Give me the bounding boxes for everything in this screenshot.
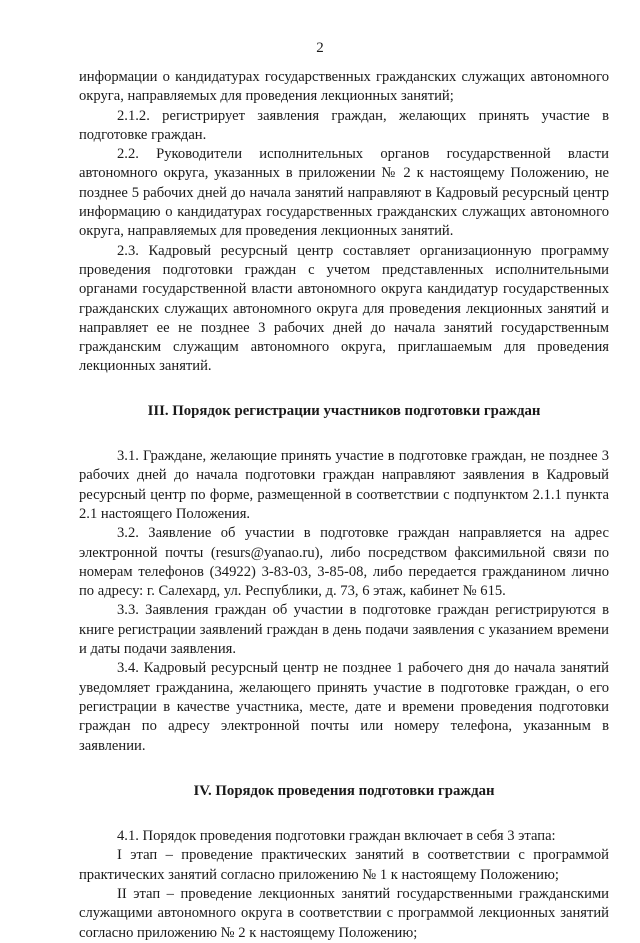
section-heading-4: IV. Порядок проведения подготовки граждан xyxy=(193,782,495,799)
paragraph-stage-2: II этап – проведение лекционных занятий государственными гражданскими служащими автономного округа в соответствии с программой лекционных занятий согласно приложению № 2 к настоящему Положению; xyxy=(79,885,609,941)
paragraph-continuation: информации о кандидатурах государственных гражданских служащих автономного округа, направляемых для проведения лекционных занятий; xyxy=(79,69,609,105)
paragraph-2-1-2: 2.1.2. регистрирует заявления граждан, желающих принять участие в подготовке граждан. xyxy=(79,107,609,143)
paragraph-3-1: 3.1. Граждане, желающие принять участие в подготовке граждан, не позднее 3 рабочих дней до начала подготовки граждан направляют заявления в Кадровый ресурсный центр по форме, размещенной в соответствии с подпунктом 2.1.1 пункта 2.1 настоящего Положения. xyxy=(79,448,609,522)
paragraph-3-4: 3.4. Кадровый ресурсный центр не позднее 1 рабочего дня до начала занятий уведомляет гражданина, желающего принять участие в подготовке граждан, о его регистрации в качестве участника, месте, дате и времени проведения подготовки граждан по адресу электронной почты или номеру телефона, указанным в заявлении. xyxy=(79,660,609,754)
paragraph-2-2: 2.2. Руководители исполнительных органов государственной власти автономного округа, указанных в приложении № 2 к настоящему Положению, не позднее 5 рабочих дней до начала занятий направляют в Кадровый ресурсный центр информацию о кандидатурах государственных гражданских служащих автономного округа, направляемых для проведения лекционных занятий. xyxy=(79,146,609,240)
page-number: 2 xyxy=(316,40,324,56)
paragraph-4-1: 4.1. Порядок проведения подготовки граждан включает в себя 3 этапа: xyxy=(117,828,556,845)
paragraph-3-2: 3.2. Заявление об участии в подготовке граждан направляется на адрес электронной почты (resurs@yanao.ru), либо посредством факсимильной связи по номерам телефонов (34922) 3-83-03, 3-85-08, либо передается гражданином лично по адресу: г. Салехард, ул. Республики, д. 73, 6 этаж, кабинет № 615. xyxy=(79,525,609,600)
paragraph-2-3: 2.3. Кадровый ресурсный центр составляет организационную программу проведения подготовки граждан с учетом представленных исполнительными органами государственной власти автономного округа кандидатур государственных гражданских служащих автономного округа для проведения лекционных занятий и направляет ее не позднее 3 рабочих дней до начала занятий государственным гражданским служащим автономного округа, приглашаемым для проведения лекционных занятий. xyxy=(79,242,609,375)
section-3-body xyxy=(79,447,609,756)
document-body xyxy=(79,68,609,943)
section-4-body xyxy=(79,827,609,943)
paragraph-stage-1: I этап – проведение практических занятий в соответствии с программой практических занятий согласно приложению № 1 к настоящему Положению; xyxy=(79,847,609,883)
section-heading-3: III. Порядок регистрации участников подготовки граждан xyxy=(147,402,541,419)
paragraph-3-3: 3.3. Заявления граждан об участии в подготовке граждан регистрируются в книге регистрации заявлений граждан в день подачи заявления с указанием времени и даты подачи заявления. xyxy=(79,602,609,658)
